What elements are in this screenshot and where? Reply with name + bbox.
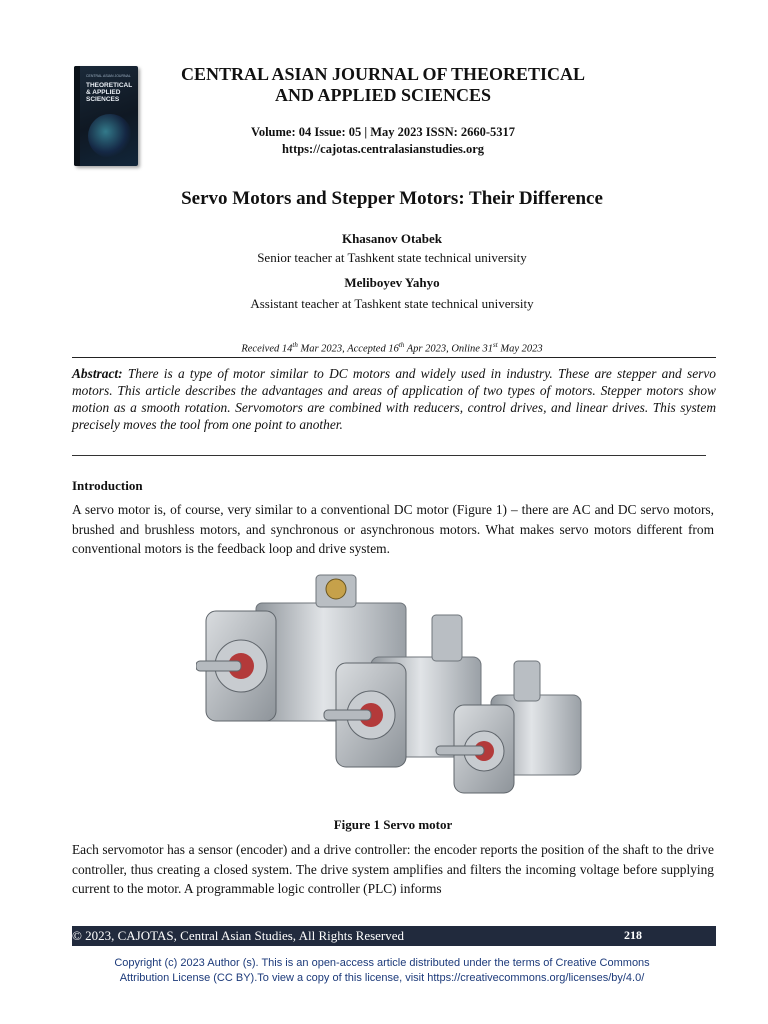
author-name-2: Meliboyev Yahyo bbox=[344, 275, 440, 290]
introduction-paragraph-1: A servo motor is, of course, very similar to a conventional DC motor (Figure 1) – there are AC and DC servo motors, brushed and brushless motors, and synchronous or asynchronous motors. What makes servo motors different from conventional motors is the feedback loop and drive system. bbox=[72, 502, 714, 556]
license-line-2[interactable]: Attribution License (CC BY).To view a copy of this license, visit https://creativecommons.org/licenses/by/4.0/ bbox=[119, 972, 645, 984]
received-text: Received 14 bbox=[241, 343, 293, 355]
journal-volume: Volume: 04 Issue: 05 | May 2023 ISSN: 2660-5317 bbox=[250, 125, 516, 139]
page-number: 218 bbox=[624, 928, 642, 942]
online-date-text: May 2023 bbox=[497, 343, 543, 355]
cover-spine bbox=[74, 66, 80, 166]
journal-title-line2: AND APPLIED SCIENCES bbox=[274, 85, 492, 105]
journal-title bbox=[150, 64, 616, 106]
cover-artwork bbox=[88, 114, 132, 158]
abstract-label: Abstract: bbox=[72, 366, 123, 381]
abstract bbox=[72, 365, 716, 433]
ordinal-suffix: th bbox=[398, 341, 405, 349]
cover-title-text: THEORETICAL & APPLIED SCIENCES bbox=[86, 82, 133, 103]
accepted-text: Mar 2023, Accepted 16 bbox=[297, 343, 399, 355]
author-affiliation-2: Assistant teacher at Tashkent state technical university bbox=[250, 296, 534, 311]
journal-title-line1: CENTRAL ASIAN JOURNAL OF THEORETICAL bbox=[180, 64, 586, 84]
author-name-1: Khasanov Otabek bbox=[341, 231, 443, 246]
abstract-end-rule bbox=[72, 455, 706, 456]
abstract-text: There is a type of motor similar to DC motors and widely used in industry. These are stepper and servo motors. This article describes the advantages and areas of application of two types of motors. Stepper motors show motion as a smooth rotation. Servomotors are combined with reducers, control drives, and linear drives. This system precisely moves the tool from one point to another. bbox=[72, 366, 716, 432]
journal-meta bbox=[150, 124, 616, 158]
journal-cover-image bbox=[74, 66, 138, 166]
figure-caption: Figure 1 Servo motor bbox=[333, 817, 453, 832]
footer-copyright: © 2023, CAJOTAS, Central Asian Studies, All Rights Reserved bbox=[72, 928, 405, 943]
introduction-paragraph-2: Each servomotor has a sensor (encoder) and a drive controller: the encoder reports the position of the shaft to the drive controller, thus creating a closed system. The drive system amplifies and filters the incoming voltage before supplying current to the motor. A programmable logic controller (PLC) informs bbox=[72, 842, 714, 896]
author-affiliation-1: Senior teacher at Tashkent state technical university bbox=[257, 250, 527, 265]
license-line-1: Copyright (c) 2023 Author (s). This is an open-access article distributed under the terms of Creative Commons bbox=[114, 957, 650, 969]
online-text: Apr 2023, Online 31 bbox=[404, 343, 494, 355]
cover-strap-text: CENTRAL ASIAN JOURNAL bbox=[86, 74, 131, 78]
received-dates bbox=[60, 341, 724, 355]
servo-motor-figure bbox=[196, 565, 592, 813]
paper-title: Servo Motors and Stepper Motors: Their Difference bbox=[181, 188, 603, 209]
ordinal-suffix: th bbox=[292, 341, 298, 349]
ordinal-suffix: st bbox=[493, 341, 498, 349]
divider-line bbox=[72, 357, 716, 358]
journal-url[interactable]: https://cajotas.centralasianstudies.org bbox=[281, 142, 485, 156]
page-footer bbox=[72, 926, 716, 946]
section-heading-introduction: Introduction bbox=[72, 478, 143, 493]
license-notice bbox=[72, 956, 692, 986]
